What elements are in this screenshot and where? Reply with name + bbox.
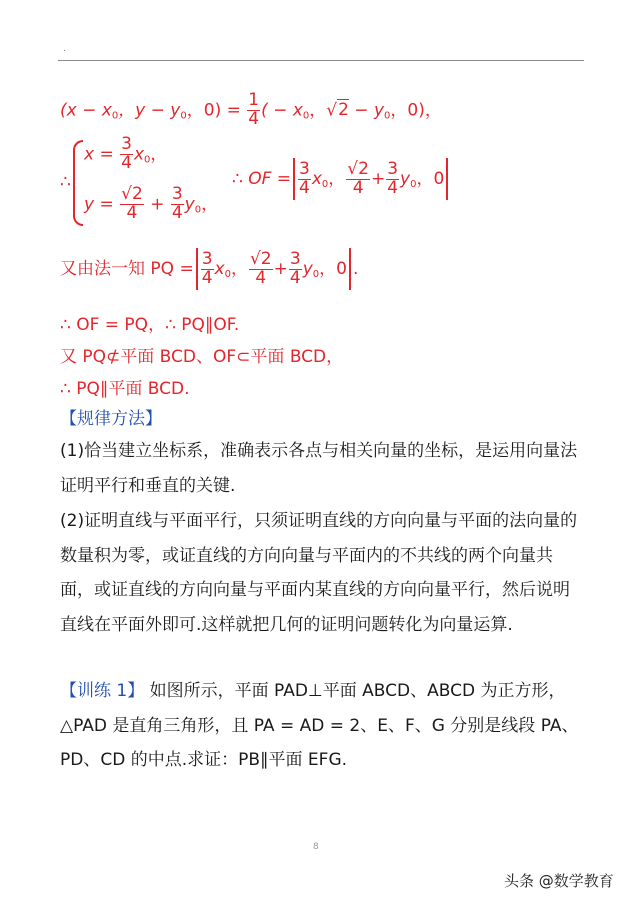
vector-equation-line: ($x - x_0$，$y - y_0$，0) = $\frac{1}{4}$ ( − $x_0$，$√2 - y_0$，0)， bbox=[60, 90, 442, 129]
training-paragraph bbox=[60, 674, 586, 778]
method-paragraph-2: (2)证明直线与平面平行，只须证明直线的方向向量与平面的法向量的数量积为零，或证直线的方向向量与平面内的不共线的两个向量共面，或证直线的方向向量与平面内某直线的方向向量平行，然后说明直线在平面外即可.这样就把几何的证明问题转化为向量运算. bbox=[60, 511, 578, 635]
conclusion-line-1: ∴ OF = PQ，∴ PQ∥OF. bbox=[60, 315, 240, 335]
header-rule bbox=[58, 60, 584, 61]
training-label: 【训练 1】 bbox=[60, 681, 145, 701]
therefore-symbol: ∴ bbox=[60, 172, 71, 192]
header-dot: . bbox=[63, 44, 66, 54]
system-brace bbox=[73, 140, 83, 226]
training-text: 如图所示，平面 PAD⊥平面 ABCD、ABCD 为正方形，△PAD 是直角三角形，且 PA = AD = 2、E、F、G 分别是线段 PA、PD、CD 的中点.求证：PB∥平面 EFG. bbox=[60, 681, 579, 771]
page-number: 8 bbox=[313, 842, 319, 852]
system-eq1: x = $\frac{3}{4}$ $x_0$， bbox=[84, 134, 168, 173]
system-eq2: y = $\frac{√2}{4}$ + $\frac{3}{4}$ $y_0$， bbox=[84, 184, 219, 223]
pq-vector-line: 又由法一知 PQ = $\frac{3}{4}$ $x_0$， $\frac{√2}{4}$ + $\frac{3}{4}$ $y_0$，0 . bbox=[60, 248, 358, 290]
conclusion-line-2: 又 PQ⊄平面 BCD、OF⊂平面 BCD， bbox=[60, 347, 344, 367]
watermark: 头条 @数学教育 bbox=[504, 872, 614, 890]
method-title: 【规律方法】 bbox=[60, 409, 162, 429]
method-paragraph-1: (1)恰当建立坐标系，准确表示各点与相关向量的坐标，是运用向量法证明平行和垂直的关键. bbox=[60, 441, 578, 496]
of-vector-expr: ∴ OF = $\frac{3}{4}$ $x_0$， $\frac{√2}{4}$ + $\frac{3}{4}$ $y_0$，0 bbox=[232, 158, 450, 200]
conclusion-line-3: ∴ PQ∥平面 BCD. bbox=[60, 379, 190, 399]
